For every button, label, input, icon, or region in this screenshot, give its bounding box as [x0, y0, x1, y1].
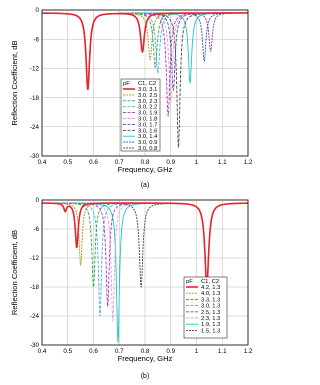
x-tick-label: 0.5: [63, 348, 73, 355]
legend-entry: 3.0, 1.3: [201, 303, 221, 310]
x-tick-label: 1.1: [217, 159, 227, 166]
legend-entry: 2.5, 1.3: [201, 309, 221, 316]
y-tick-label: -30: [29, 342, 39, 350]
legend-title-unit: pF: [186, 279, 193, 285]
y-tick-label: -12: [29, 65, 39, 73]
x-tick-label: 0.6: [89, 348, 98, 355]
y-tick-label: -6: [33, 36, 39, 44]
y-tick-label: -24: [29, 124, 39, 131]
x-tick-label: 0.4: [37, 159, 47, 166]
x-tick-label: 1: [194, 159, 199, 166]
y-tick-label: -6: [33, 226, 39, 234]
y-tick-label: -30: [29, 153, 39, 161]
legend-entry: 3.0, 1.4: [138, 134, 158, 141]
panel-b-legend: [184, 277, 227, 338]
legend-entry: 3.0, 1.8: [138, 116, 158, 123]
panel-b-caption: (b): [140, 373, 150, 380]
legend-entry: 2.3, 1.3: [201, 316, 221, 322]
legend-entry: 4.0, 1.3: [201, 291, 221, 298]
legend-entry: 3.0, 1.9: [138, 110, 158, 117]
legend-entry: 4.2, 1.3: [201, 285, 221, 291]
legend-entry: 3.0, 0.9: [138, 140, 158, 147]
x-tick-label: 0.8: [140, 348, 150, 355]
legend-entry: 3.0, 1.6: [138, 128, 158, 135]
panel-a-legend: [121, 79, 160, 152]
panel-a-caption: (a): [140, 182, 150, 189]
x-tick-label: 1.2: [243, 348, 253, 355]
legend-entry: 3.0, 2.3: [138, 98, 158, 105]
panel-b: [10, 197, 253, 380]
y-tick-label: -18: [29, 284, 39, 292]
x-tick-label: 0.5: [63, 159, 73, 166]
panel-a: [10, 7, 253, 189]
x-tick-label: 0.9: [166, 348, 176, 355]
y-tick-label: 0: [35, 7, 39, 15]
legend-entry: 3.0, 2.5: [138, 92, 158, 99]
x-tick-label: 1: [194, 348, 199, 355]
x-tick-label: 0.4: [37, 348, 47, 355]
y-tick-label: -12: [29, 255, 39, 263]
legend-entry: 3.0, 2.2: [138, 104, 158, 111]
legend-title-columns: C1, C2: [201, 279, 220, 285]
x-tick-label: 0.6: [89, 159, 98, 166]
y-tick-label: -18: [29, 94, 39, 102]
panel-a-y-axis-label: Reflection Coefficient, dB: [10, 40, 19, 126]
y-tick-label: 0: [35, 197, 39, 205]
y-tick-label: -24: [29, 313, 39, 321]
legend-title-unit: pF: [123, 81, 130, 87]
x-tick-label: 0.7: [114, 348, 124, 355]
legend-entry: 3.0, 3.1: [138, 87, 158, 93]
x-tick-label: 1.1: [217, 348, 227, 355]
panel-a-x-axis-label: Frequency, GHz: [117, 165, 173, 174]
x-tick-label: 1.2: [243, 159, 253, 166]
legend-title-columns: C1, C2: [138, 81, 157, 87]
panel-b-x-axis-label: Frequency, GHz: [117, 354, 173, 363]
legend-entry: 3.3, 1.3: [201, 297, 221, 304]
x-tick-label: 0.7: [114, 159, 124, 166]
legend-entry: 1.5, 1.3: [201, 328, 221, 335]
x-tick-label: 0.9: [166, 159, 176, 166]
x-tick-label: 0.8: [140, 159, 150, 166]
panel-b-y-axis-label: Reflection Coefficient, dB: [10, 229, 19, 316]
legend-entry: 3.0, 1.7: [138, 122, 158, 129]
legend-entry: 1.9, 1.3: [201, 322, 221, 329]
legend-entry: 3.0, 0.8: [138, 146, 158, 152]
